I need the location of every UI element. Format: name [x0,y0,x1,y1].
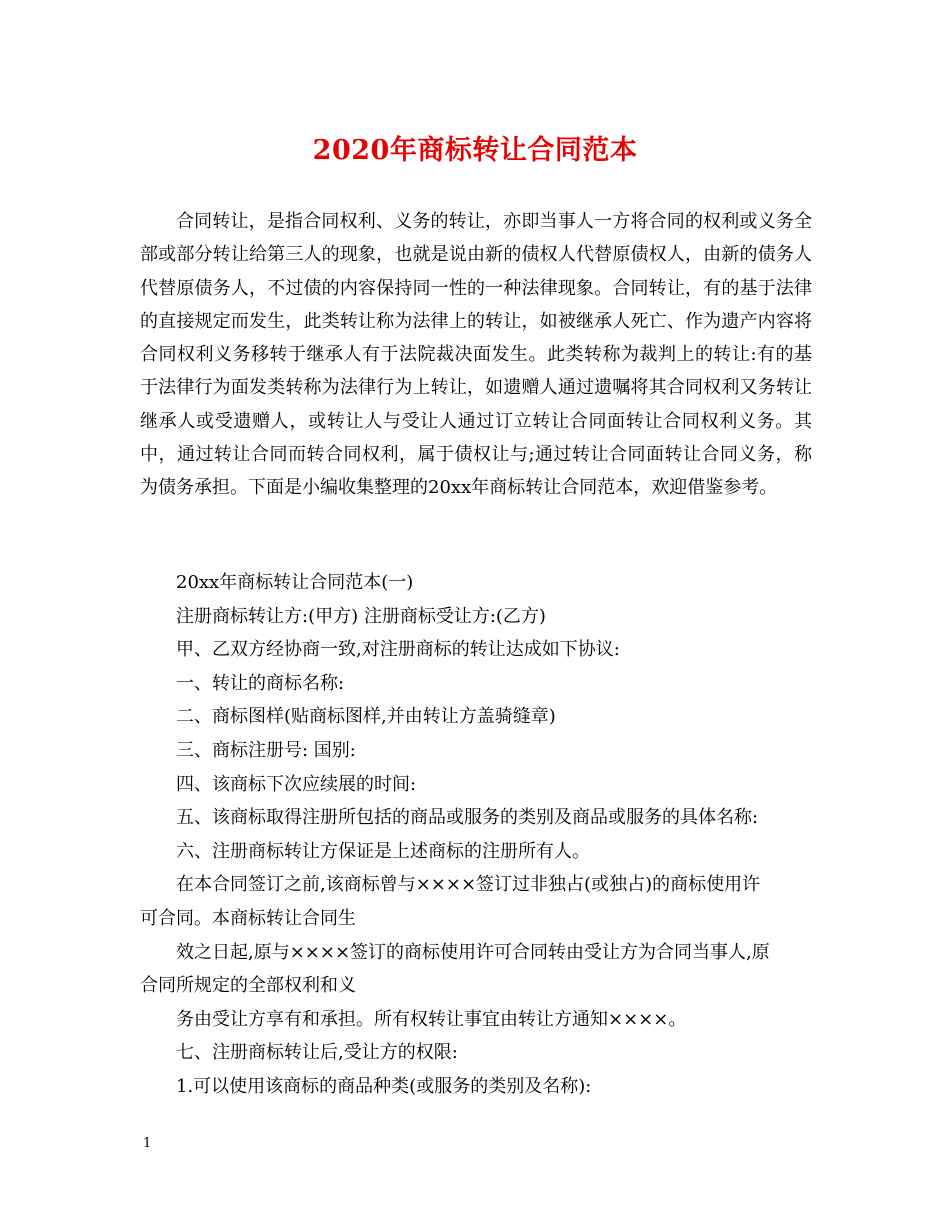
license-paragraph-line: 在本合同签订之前,该商标曾与××××签订过非独占(或独占)的商标使用许 [176,874,761,896]
clause-4: 四、该商标下次应续展的时间: [176,773,417,795]
parties-line: 注册商标转让方:(甲方) 注册商标受让方:(乙方) [176,605,546,627]
clause-3: 三、商标注册号: 国别: [176,739,356,761]
clause-5: 五、该商标取得注册所包括的商品或服务的类别及商品或服务的具体名称: [176,807,759,829]
clause-7: 七、注册商标转让后,受让方的权限: [176,1042,458,1064]
agreement-line: 甲、乙双方经协商一致,对注册商标的转让达成如下协议: [176,639,620,661]
license-paragraph-line: 务由受让方享有和承担。所有权转让事宜由转让方通知××××。 [176,1008,687,1030]
intro-paragraph: 合同转让，是指合同权利、义务的转让，亦即当事人一方将合同的权利或义务全部或部分转让给第三人的现象，也就是说由新的债权人代替原债权人，由新的债务人代替原债务人，不过债的内容保持同一性的一种法律现象。合同转让，有的基于法律的直接规定而发生，此类转让称为法律上的转让，如被继承人死亡、作为遗产内容将合同权利义务移转于继承人有于法院裁决面发生。此类转称为裁判上的转让:有的基于法律行为面发类转称为法律行为上转让，如遗赠人通过遗嘱将其合同权利又务转让继承人或受遗赠人，或转让人与受让人通过订立转让合同面转让合同权利义务。其中，通过转让合同而转合同权利，属于债权让与;通过转让合同面转让合同义务，称为债务承担。下面是小编收集整理的20xx年商标转让合同范本，欢迎借鉴参考。 [140,211,812,499]
clause-2: 二、商标图样(贴商标图样,并由转让方盖骑缝章) [176,706,556,728]
license-paragraph-line: 可合同。本商标转让合同生 [140,907,356,929]
license-paragraph-line: 合同所规定的全部权利和义 [140,975,356,997]
section-heading: 20xx年商标转让合同范本(一) [176,572,414,593]
document-title: 2020年商标转让合同范本 [312,135,638,166]
clause-6: 六、注册商标转让方保证是上述商标的注册所有人。 [176,840,590,862]
contract-body [140,566,812,1104]
license-paragraph-line: 效之日起,原与××××签订的商标使用许可合同转由受让方为合同当事人,原 [176,941,770,963]
clause-7-item-1: 1.可以使用该商标的商品种类(或服务的类别及名称): [176,1075,592,1097]
page-number: 1 [143,1136,152,1151]
clause-1: 一、转让的商标名称: [176,672,345,694]
